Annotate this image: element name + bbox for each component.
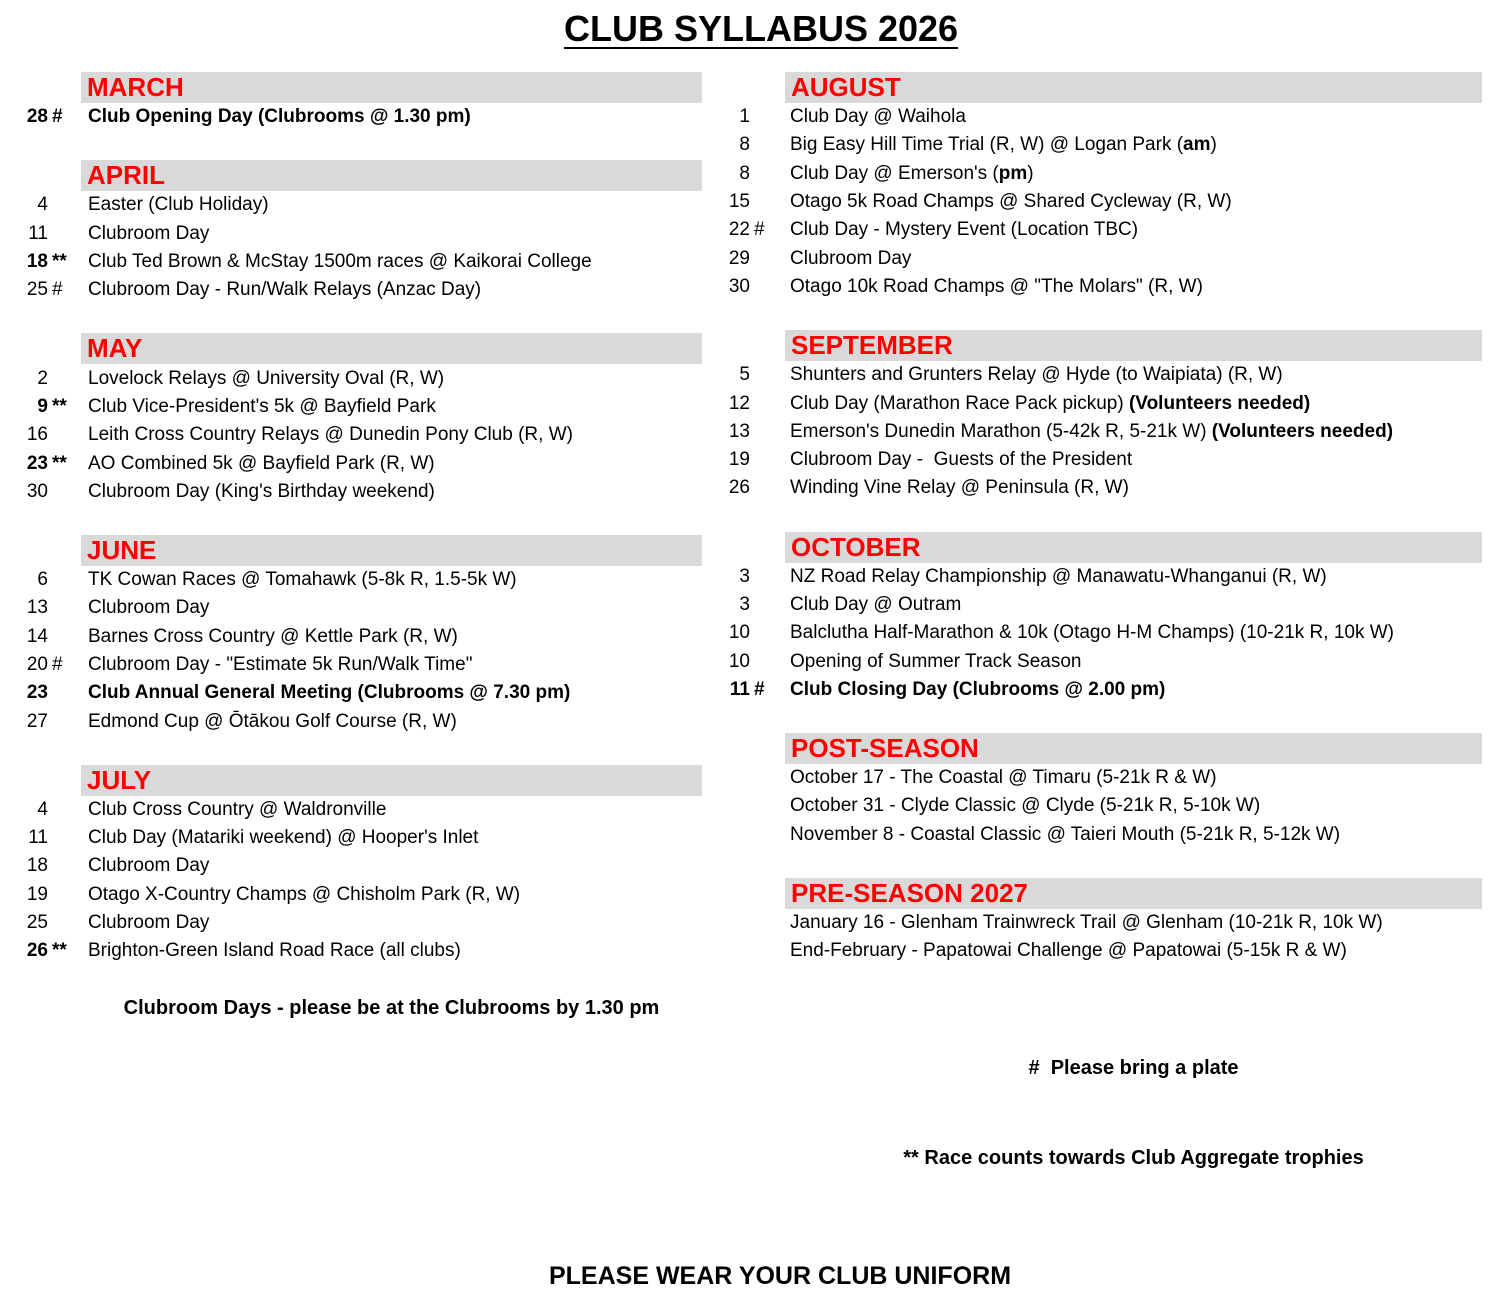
event-row [702,474,1500,502]
event-row [702,389,1500,417]
event-marker: # [754,219,765,241]
event-date: 19 [728,449,750,471]
uniform-footer: PLEASE WEAR YOUR CLUB UNIFORM [548,1261,1012,1290]
event-text: Edmond Cup @ Ōtākou Golf Course (R, W) [88,710,457,732]
event-row [702,418,1500,446]
event-text: November 8 - Coastal Classic @ Taieri Mouth (5-21k R, 5-12k W) [790,823,1341,845]
legend-notes [0,993,1500,1233]
event-text: Shunters and Grunters Relay @ Hyde (to Waipiata) (R, W) [790,364,1283,386]
event-text: Leith Cross Country Relays @ Dunedin Pony Club (R, W) [88,424,573,446]
month-header [785,72,1482,103]
event-row [702,676,1500,704]
event-text: Clubroom Day [88,222,210,244]
event-date: 6 [37,569,48,591]
event-date: 3 [739,565,750,587]
event-row [0,191,702,219]
event-row [0,103,702,131]
event-text: Clubroom Day [88,912,210,934]
month-section-may [0,333,702,505]
event-date: 26 [728,477,750,499]
event-date: 14 [26,625,48,647]
event-row [702,619,1500,647]
event-row [702,103,1500,131]
event-row [0,220,702,248]
event-row [0,852,702,880]
month-section-june [0,535,702,736]
month-label: JULY [87,764,152,795]
event-date: 11 [28,827,48,849]
event-row [0,478,702,506]
event-date: 13 [26,597,48,619]
event-text: Club Day (Marathon Race Pack pickup) (Volunteers needed) [790,392,1311,414]
month-label: APRIL [87,160,165,191]
event-date: 18 [26,855,48,877]
event-marker: ** [52,395,67,417]
event-date: 18 [26,251,48,273]
month-header [81,160,702,191]
event-row [702,937,1500,965]
event-row [0,707,702,735]
event-row [0,623,702,651]
event-row [702,764,1500,792]
event-text: Club Day @ Emerson's (pm) [790,162,1034,184]
event-text: Brighton-Green Island Road Race (all clubs) [88,940,461,962]
event-text: TK Cowan Races @ Tomahawk (5-8k R, 1.5-5k W) [88,569,517,591]
event-date: 5 [739,364,750,386]
event-row [0,824,702,852]
event-text: Clubroom Day [790,247,912,269]
event-date: 27 [26,710,48,732]
event-text: Club Day (Matariki weekend) @ Hooper's Inlet [88,827,479,849]
event-text: Club Day @ Waihola [790,106,966,128]
event-row [0,276,702,304]
event-text: AO Combined 5k @ Bayfield Park (R, W) [88,452,435,474]
event-date: 30 [26,480,48,502]
event-date: 11 [28,222,48,244]
event-text: Club Annual General Meeting (Clubrooms @ 7.30 pm) [88,682,571,704]
month-label: PRE-SEASON 2027 [791,877,1028,908]
event-row [702,909,1500,937]
month-section-april [0,160,702,304]
event-date: 19 [26,883,48,905]
event-row [0,937,702,965]
month-header [785,878,1482,909]
plate-note: # Please bring a plate [1028,1056,1239,1079]
event-text: Clubroom Day (King's Birthday weekend) [88,480,435,502]
event-text: Clubroom Day [88,855,210,877]
event-marker: # [52,279,63,301]
event-marker: # [52,654,63,675]
event-text: Club Closing Day (Clubrooms @ 2.00 pm) [790,678,1166,700]
event-text: Emerson's Dunedin Marathon (5-42k R, 5-21k W) (Volunteers needed) [790,420,1394,442]
month-label: AUGUST [791,72,901,102]
event-marker: # [52,106,63,128]
event-text: Opening of Summer Track Season [790,650,1082,672]
event-marker: ** [52,452,67,474]
event-row [702,131,1500,159]
month-header [785,733,1482,764]
event-text: End-February - Papatowai Challenge @ Papatowai (5-15k R & W) [790,940,1347,962]
event-text: NZ Road Relay Championship @ Manawatu-Whanganui (R, W) [790,565,1327,587]
month-section-september [702,330,1500,502]
event-text: Easter (Club Holiday) [88,194,269,216]
left-column [0,72,702,966]
event-text: Big Easy Hill Time Trial (R, W) @ Logan Park (am) [790,134,1217,156]
month-header [81,535,702,566]
event-row [702,647,1500,675]
event-date: 9 [37,395,48,417]
event-date: 15 [728,191,750,213]
month-label: MARCH [87,72,184,102]
event-date: 30 [728,275,750,297]
event-text: Club Cross Country @ Waldronville [88,798,387,820]
event-row [0,421,702,449]
event-text: Club Vice-President's 5k @ Bayfield Park [88,395,436,417]
syllabus-page [0,8,1500,1291]
event-row [0,881,702,909]
event-text: Balclutha Half-Marathon & 10k (Otago H-M Champs) (10-21k R, 10k W) [790,622,1394,644]
clubroom-days-note: Clubroom Days - please be at the Clubrooms by 1.30 pm [123,996,660,1019]
event-row [702,273,1500,301]
event-marker: ** [52,251,67,273]
event-row [0,651,702,679]
right-column [702,72,1500,966]
event-row [0,566,702,594]
event-row [0,364,702,392]
event-date: 26 [26,940,48,962]
event-text: Otago 10k Road Champs @ "The Molars" (R, W) [790,275,1203,297]
event-row [702,216,1500,244]
month-label: JUNE [87,534,157,565]
event-row [702,160,1500,188]
event-date: 29 [728,247,750,269]
event-row [0,679,702,707]
event-text: January 16 - Glenham Trainwreck Trail @ Glenham (10-21k R, 10k W) [790,912,1383,934]
month-label: POST-SEASON [791,733,979,764]
event-text: Barnes Cross Country @ Kettle Park (R, W) [88,625,458,647]
aggregate-note: ** Race counts towards Club Aggregate trophies [903,1146,1364,1169]
event-text: Lovelock Relays @ University Oval (R, W) [88,367,445,389]
event-text: Winding Vine Relay @ Peninsula (R, W) [790,477,1129,499]
event-date: 23 [26,682,48,704]
event-text: Clubroom Day - Run/Walk Relays (Anzac Day) [88,279,482,301]
event-date: 23 [26,452,48,474]
event-row [702,188,1500,216]
event-row [702,591,1500,619]
event-text: Club Ted Brown & McStay 1500m races @ Kaikorai College [88,251,592,273]
event-text: Club Opening Day (Clubrooms @ 1.30 pm) [88,106,471,128]
event-date: 8 [739,162,750,184]
event-marker: ** [52,940,67,962]
event-row [702,792,1500,820]
event-row [0,248,702,276]
event-text: Club Day @ Outram [790,594,962,615]
event-date: 28 [26,106,48,128]
month-section-march [0,72,702,131]
calendar-columns [0,72,1500,966]
month-header [81,765,702,796]
event-row [702,563,1500,591]
event-row [0,594,702,622]
month-header [81,72,702,103]
event-text: Otago 5k Road Champs @ Shared Cycleway (R, W) [790,191,1232,213]
event-text: Otago X-Country Champs @ Chisholm Park (R, W) [88,883,521,905]
event-row [702,244,1500,272]
month-label: SEPTEMBER [791,330,953,361]
event-row [0,909,702,937]
event-date: 20 [26,654,48,675]
event-date: 1 [739,106,750,128]
page-title: CLUB SYLLABUS 2026 [563,8,959,49]
month-section-post-season [702,733,1500,849]
event-date: 13 [728,420,750,442]
event-text: Clubroom Day - "Estimate 5k Run/Walk Time" [88,654,473,675]
month-header [81,333,702,364]
event-date: 25 [26,279,48,301]
event-text: October 17 - The Coastal @ Timaru (5-21k R & W) [790,767,1217,789]
event-date: 2 [37,367,48,389]
event-date: 3 [739,594,750,615]
event-row [0,449,702,477]
event-date: 8 [739,134,750,156]
event-text: Clubroom Day [88,597,210,619]
event-text: Clubroom Day - Guests of the President [790,449,1133,471]
event-date: 4 [37,194,48,216]
event-row [702,821,1500,849]
month-section-pre-season-2027 [702,878,1500,966]
event-row [702,446,1500,474]
month-label: OCTOBER [791,531,921,562]
event-row [0,796,702,824]
month-section-august [702,72,1500,301]
month-label: MAY [87,333,143,364]
marker-legend [785,993,1482,1233]
event-date: 12 [728,392,750,414]
event-marker: # [754,678,765,700]
month-header [785,330,1482,361]
event-date: 10 [728,622,750,644]
month-header [785,532,1482,563]
event-text: Club Day - Mystery Event (Location TBC) [790,219,1139,241]
event-text: October 31 - Clyde Classic @ Clyde (5-21k R, 5-10k W) [790,795,1261,817]
event-date: 10 [728,650,750,672]
event-date: 16 [26,424,48,446]
event-date: 25 [26,912,48,934]
event-date: 11 [729,678,750,700]
event-row [0,393,702,421]
month-section-october [702,532,1500,704]
event-date: 4 [37,798,48,820]
month-section-july [0,765,702,966]
event-row [702,361,1500,389]
event-date: 22 [728,219,750,241]
